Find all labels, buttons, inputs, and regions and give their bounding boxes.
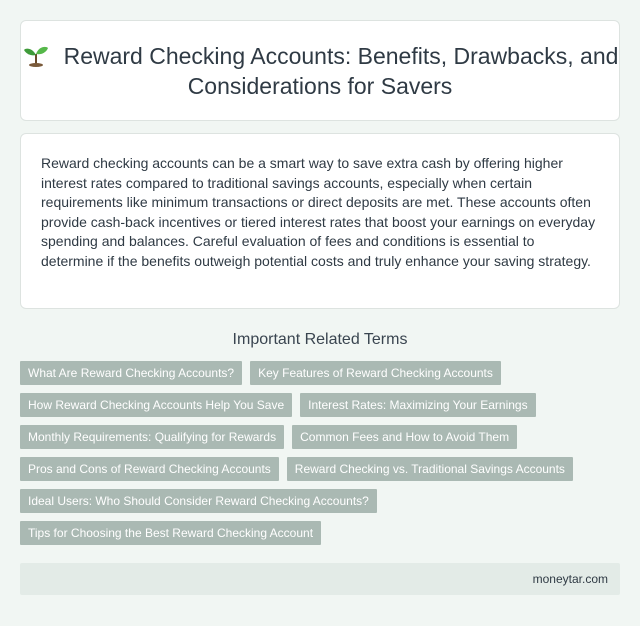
related-term-tag[interactable]: Ideal Users: Who Should Consider Reward Checking Accounts? bbox=[20, 489, 377, 513]
related-term-tag[interactable]: Common Fees and How to Avoid Them bbox=[292, 425, 517, 449]
title-card bbox=[20, 20, 620, 121]
related-terms-list bbox=[20, 361, 620, 545]
page-title-text: Reward Checking Accounts: Benefits, Drawbacks, and Considerations for Savers bbox=[63, 42, 619, 99]
related-terms-heading: Important Related Terms bbox=[232, 331, 408, 348]
footer-site-link[interactable]: moneytar.com bbox=[532, 572, 608, 586]
summary-card bbox=[20, 133, 620, 309]
related-term-tag[interactable]: What Are Reward Checking Accounts? bbox=[20, 361, 242, 385]
related-term-tag[interactable]: Monthly Requirements: Qualifying for Rewards bbox=[20, 425, 284, 449]
sprout-icon bbox=[22, 43, 50, 67]
page-title bbox=[21, 41, 619, 101]
footer bbox=[20, 563, 620, 595]
related-term-tag[interactable]: How Reward Checking Accounts Help You Save bbox=[20, 393, 292, 417]
related-term-tag[interactable]: Tips for Choosing the Best Reward Checking Account bbox=[20, 521, 321, 545]
related-term-tag[interactable]: Key Features of Reward Checking Accounts bbox=[250, 361, 501, 385]
related-term-tag[interactable]: Pros and Cons of Reward Checking Accounts bbox=[20, 457, 279, 481]
summary-text: Reward checking accounts can be a smart way to save extra cash by offering higher interest rates compared to traditional savings accounts, especially when certain requirements like minimum transactions or direct deposits are met. These accounts often provide cash-back incentives or tiered interest rates that boost your earnings on everyday spending and balances. Careful evaluation of fees and conditions is essential to determine if the benefits outweigh potential costs and truly enhance your saving strategy. bbox=[41, 155, 596, 269]
related-term-tag[interactable]: Reward Checking vs. Traditional Savings Accounts bbox=[287, 457, 573, 481]
related-term-tag[interactable]: Interest Rates: Maximizing Your Earnings bbox=[300, 393, 535, 417]
